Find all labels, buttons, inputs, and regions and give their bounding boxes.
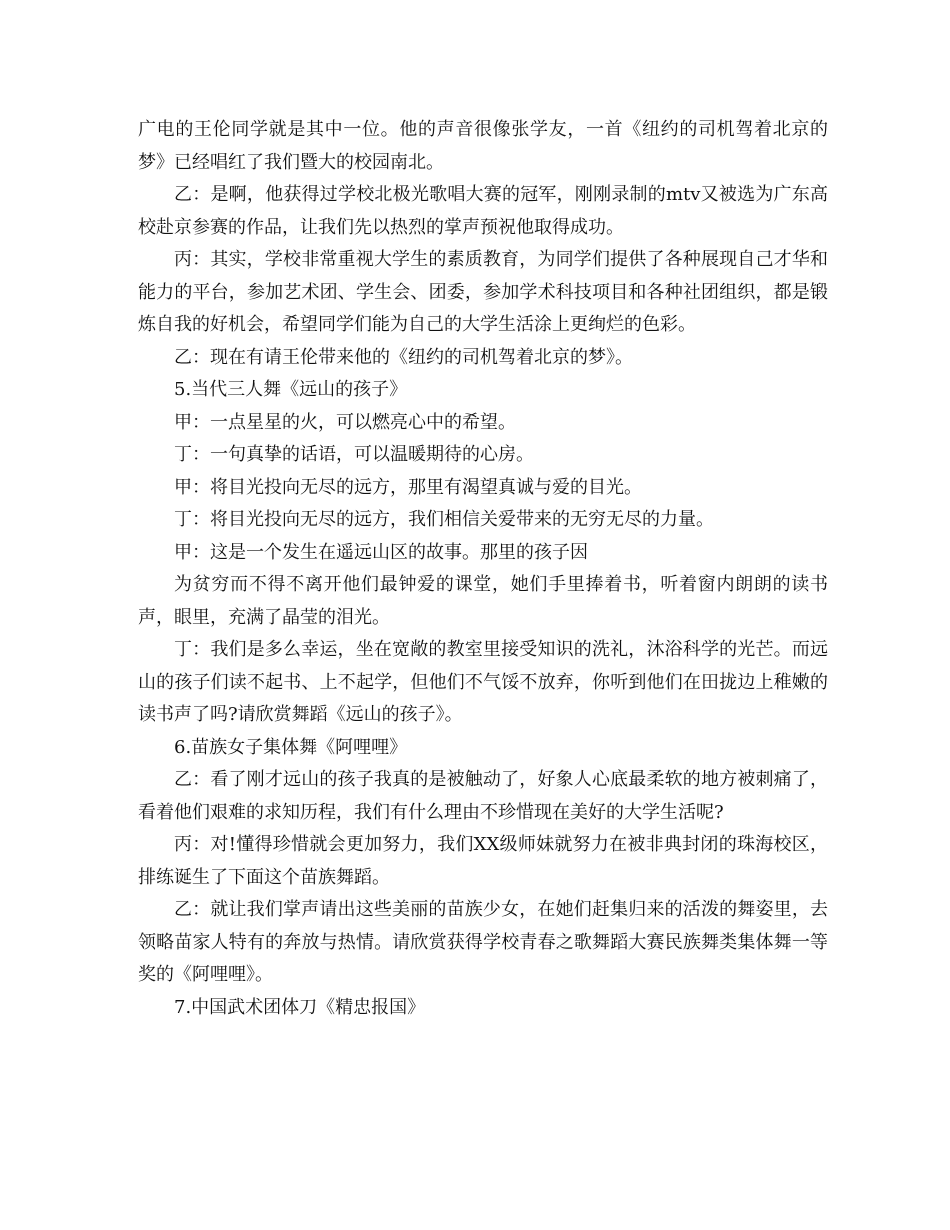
section-heading: 6.苗族女子集体舞《阿哩哩》 bbox=[174, 736, 408, 758]
section-heading: 5.当代三人舞《远山的孩子》 bbox=[174, 379, 408, 400]
paragraph: 广电的王伦同学就是其中一位。他的声音很像张学友，一首《纽约的司机驾着北京的梦》已经唱红了我们暨大的校园南北。 bbox=[138, 119, 828, 173]
paragraph: 乙：现在有请王伦带来他的《纽约的司机驾着北京的梦》。 bbox=[174, 346, 633, 368]
paragraph: 乙：是啊，他获得过学校北极光歌唱大赛的冠军，刚刚录制的mtv又被选为广东高校赴京参赛的作品，让我们先以热烈的掌声预祝他取得成功。 bbox=[138, 184, 828, 238]
section-heading: 7.中国武术团体刀《精忠报国》 bbox=[174, 996, 426, 1018]
paragraph: 丁：一句真挚的话语，可以温暖期待的心房。 bbox=[174, 444, 534, 465]
paragraph: 为贫穷而不得不离开他们最钟爱的课堂，她们手里捧着书，听着窗内朗朗的读书声，眼里，充满了晶莹的泪光。 bbox=[138, 574, 828, 628]
document-body bbox=[138, 114, 828, 1024]
paragraph: 甲：将目光投向无尽的远方，那里有渴望真诚与爱的目光。 bbox=[174, 476, 642, 498]
paragraph: 丙：其实，学校非常重视大学生的素质教育，为同学们提供了各种展现自己才华和能力的平台，参加艺术团、学生会、团委，参加学术科技项目和各种社团组织，都是锻炼自我的好机会，希望同学们能为自己的大学生活涂上更绚烂的色彩。 bbox=[138, 249, 828, 335]
paragraph: 甲：一点星星的火，可以燃亮心中的希望。 bbox=[174, 411, 516, 433]
paragraph: 丁：将目光投向无尽的远方，我们相信关爱带来的无穷无尽的力量。 bbox=[174, 509, 714, 530]
paragraph: 丁：我们是多么幸运，坐在宽敞的教室里接受知识的洗礼，沐浴科学的光芒。而远山的孩子们读不起书、上不起学，但他们不气馁不放弃，你听到他们在田拢边上稚嫩的读书声了吗?请欣赏舞蹈《远山的孩子》。 bbox=[138, 639, 828, 725]
paragraph: 乙：看了刚才远山的孩子我真的是被触动了，好象人心底最柔软的地方被刺痛了，看着他们艰难的求知历程，我们有什么理由不珍惜现在美好的大学生活呢? bbox=[138, 769, 828, 823]
paragraph: 丙：对!懂得珍惜就会更加努力，我们XX级师妹就努力在被非典封闭的珠海校区，排练诞生了下面这个苗族舞蹈。 bbox=[138, 834, 828, 888]
paragraph: 乙：就让我们掌声请出这些美丽的苗族少女，在她们赶集归来的活泼的舞姿里，去领略苗家人特有的奔放与热情。请欣赏获得学校青春之歌舞蹈大赛民族舞类集体舞一等奖的《阿哩哩》。 bbox=[138, 899, 828, 985]
paragraph: 甲：这是一个发生在遥远山区的故事。那里的孩子因 bbox=[174, 541, 588, 563]
